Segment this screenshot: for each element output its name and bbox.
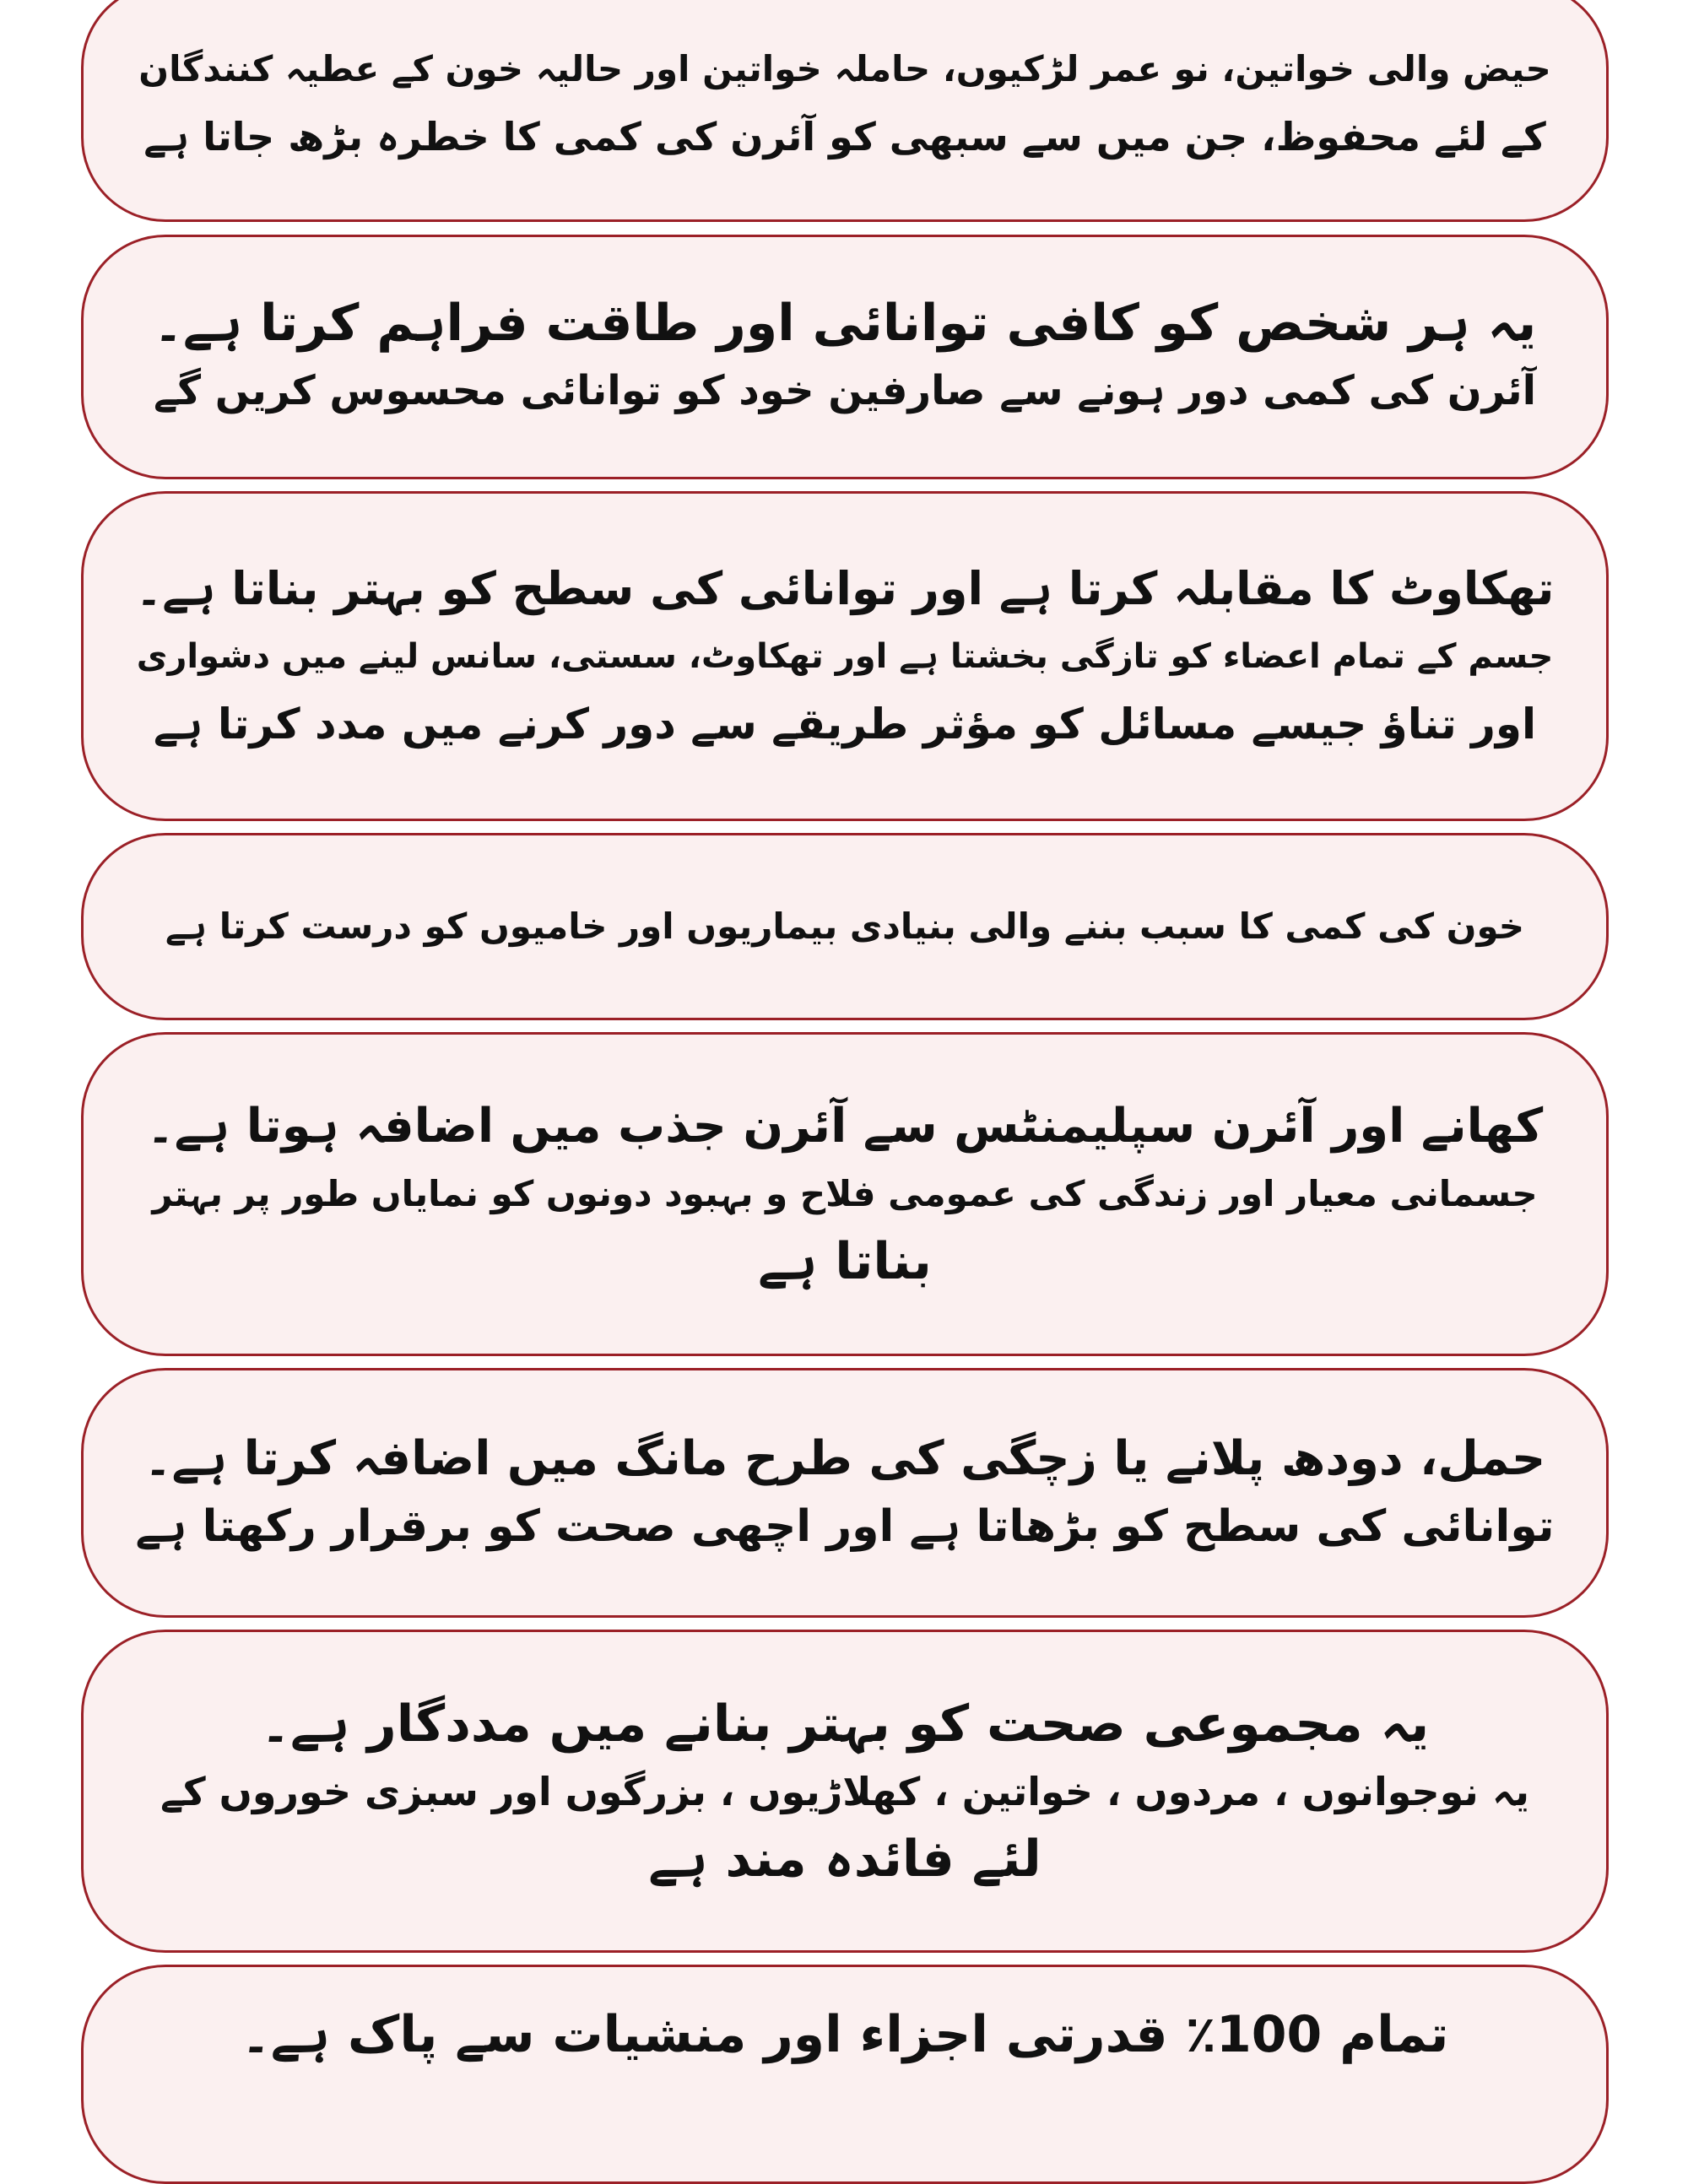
card-7-line-1: یہ مجموعی صحت کو بہتر بنانے میں مددگار ہے۔ — [260, 1694, 1430, 1754]
card-7-line-2: یہ نوجوانوں ، مردوں ، خواتین ، کھلاڑیوں ، بزرگوں اور سبزی خوروں کے — [160, 1768, 1530, 1814]
card-2 — [81, 235, 1609, 479]
card-5-line-1: کھانے اور آئرن سپلیمنٹس سے آئرن جذب میں اضافہ ہوتا ہے۔ — [146, 1099, 1544, 1154]
card-6 — [81, 1368, 1609, 1618]
card-5 — [81, 1032, 1609, 1356]
card-7 — [81, 1630, 1609, 1953]
card-8-line-1: تمام 100٪ قدرتی اجزاء اور منشیات سے پاک ہے۔ — [241, 2005, 1449, 2064]
card-1 — [81, 0, 1609, 222]
card-5-line-2: جسمانی معیار اور زندگی کی عمومی فلاح و بہبود دونوں کو نمایاں طور پر بہتر — [152, 1173, 1538, 1214]
card-4-line-1: خون کی کمی کا سبب بننے والی بنیادی بیماریوں اور خامیوں کو درست کرتا ہے — [165, 905, 1525, 947]
card-3-line-1: تھکاوٹ کا مقابلہ کرتا ہے اور توانائی کی سطح کو بہتر بناتا ہے۔ — [135, 561, 1555, 615]
card-2-line-2: آئرن کی کمی دور ہونے سے صارفین خود کو توانائی محسوس کریں گے — [153, 367, 1537, 414]
card-1-line-2: کے لئے محفوظ، جن میں سے سبھی کو آئرن کی کمی کا خطرہ بڑھ جاتا ہے — [143, 113, 1546, 159]
card-5-line-3: بناتا ہے — [758, 1232, 932, 1291]
card-3 — [81, 491, 1609, 821]
card-3-line-2: جسم کے تمام اعضاء کو تازگی بخشتا ہے اور تھکاوٹ، سستی، سانس لینے میں دشواری — [136, 636, 1554, 676]
card-8 — [81, 1965, 1609, 2184]
card-2-line-1: یہ ہر شخص کو کافی توانائی اور طاقت فراہم کرتا ہے۔ — [153, 294, 1537, 353]
card-6-line-2: توانائی کی سطح کو بڑھاتا ہے اور اچھی صحت کو برقرار رکھتا ہے — [135, 1501, 1555, 1552]
card-3-line-3: اور تناؤ جیسے مسائل کو مؤثر طریقے سے دور کرنے میں مدد کرتا ہے — [153, 699, 1537, 749]
card-4 — [81, 833, 1609, 1020]
card-6-line-1: حمل، دودھ پلانے یا زچگی کی طرح مانگ میں اضافہ کرتا ہے۔ — [143, 1431, 1546, 1486]
card-1-line-1: حیض والی خواتین، نو عمر لڑکیوں، حاملہ خواتین اور حالیہ خون کے عطیہ کنندگان — [138, 47, 1551, 89]
card-7-line-3: لئے فائدہ مند ہے — [648, 1829, 1041, 1889]
